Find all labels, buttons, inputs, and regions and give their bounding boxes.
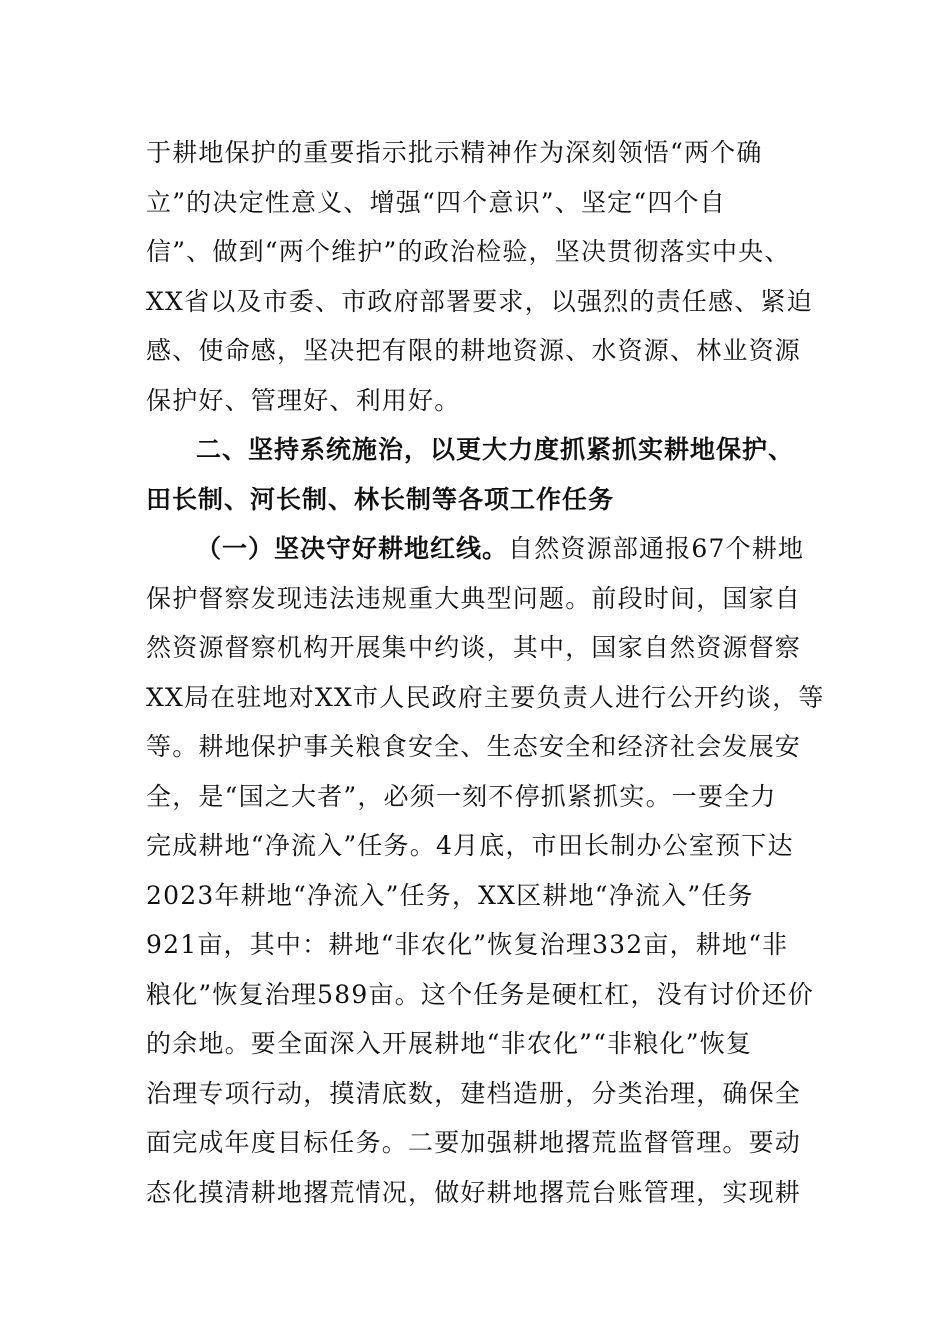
text-line: XX局在驻地对XX市人民政府主要负责人进行公开约谈，等 — [146, 683, 825, 712]
text-line: 等。耕地保护事关粮食安全、生态安全和经济社会发展安 — [146, 732, 802, 761]
text-line: 的余地。要全面深入开展耕地“非农化”“非粮化”恢复 — [146, 1029, 753, 1058]
text-line: 治理专项行动，摸清底数，建档造册，分类治理，确保全 — [146, 1079, 802, 1108]
section-heading-line: 田长制、河长制、林长制等各项工作任务 — [146, 485, 615, 514]
text-span: 自然资源部通报67个耕地 — [508, 534, 805, 563]
text-line: 粮化”恢复治理589亩。这个任务是硬杠杠，没有讨价还价 — [146, 980, 814, 1009]
section-heading-line: 二、坚持系统施治，以更大力度抓紧抓实耕地保护、 — [196, 435, 795, 464]
text-line: XX省以及市委、市政府部署要求，以强烈的责任感、紧迫 — [146, 287, 813, 316]
text-line: 完成耕地“净流入”任务。4月底，市田长制办公室预下达 — [146, 831, 794, 860]
text-line: 921亩，其中：耕地“非农化”恢复治理332亩，耕地“非 — [146, 930, 789, 959]
text-line: 信”、做到“两个维护”的政治检验，坚决贯彻落实中央、 — [146, 237, 791, 266]
text-line: 态化摸清耕地撂荒情况，做好耕地撂荒台账管理，实现耕 — [146, 1178, 802, 1207]
text-line: 保护督察发现违法违规重大典型问题。前段时间，国家自 — [146, 584, 802, 613]
text-line: 感、使命感，坚决把有限的耕地资源、水资源、林业资源 — [146, 336, 802, 365]
text-line: 2023年耕地“净流入”任务，XX区耕地“净流入”任务 — [146, 881, 754, 910]
subsection-heading: （一）坚决守好耕地红线。 — [196, 534, 509, 563]
text-line: 面完成年度目标任务。二要加强耕地撂荒监督管理。要动 — [146, 1128, 802, 1157]
text-line: 立”的决定性意义、增强“四个意识”、坚定“四个自 — [146, 188, 726, 217]
text-line: 保护好、管理好、利用好。 — [146, 386, 461, 415]
paragraph-first-line — [196, 534, 804, 564]
text-line: 然资源督察机构开展集中约谈，其中，国家自然资源督察 — [146, 633, 802, 662]
text-line: 全，是“国之大者”，必须一刻不停抓紧抓实。一要全力 — [146, 782, 777, 811]
text-line: 于耕地保护的重要指示批示精神作为深刻领悟“两个确 — [146, 138, 763, 167]
